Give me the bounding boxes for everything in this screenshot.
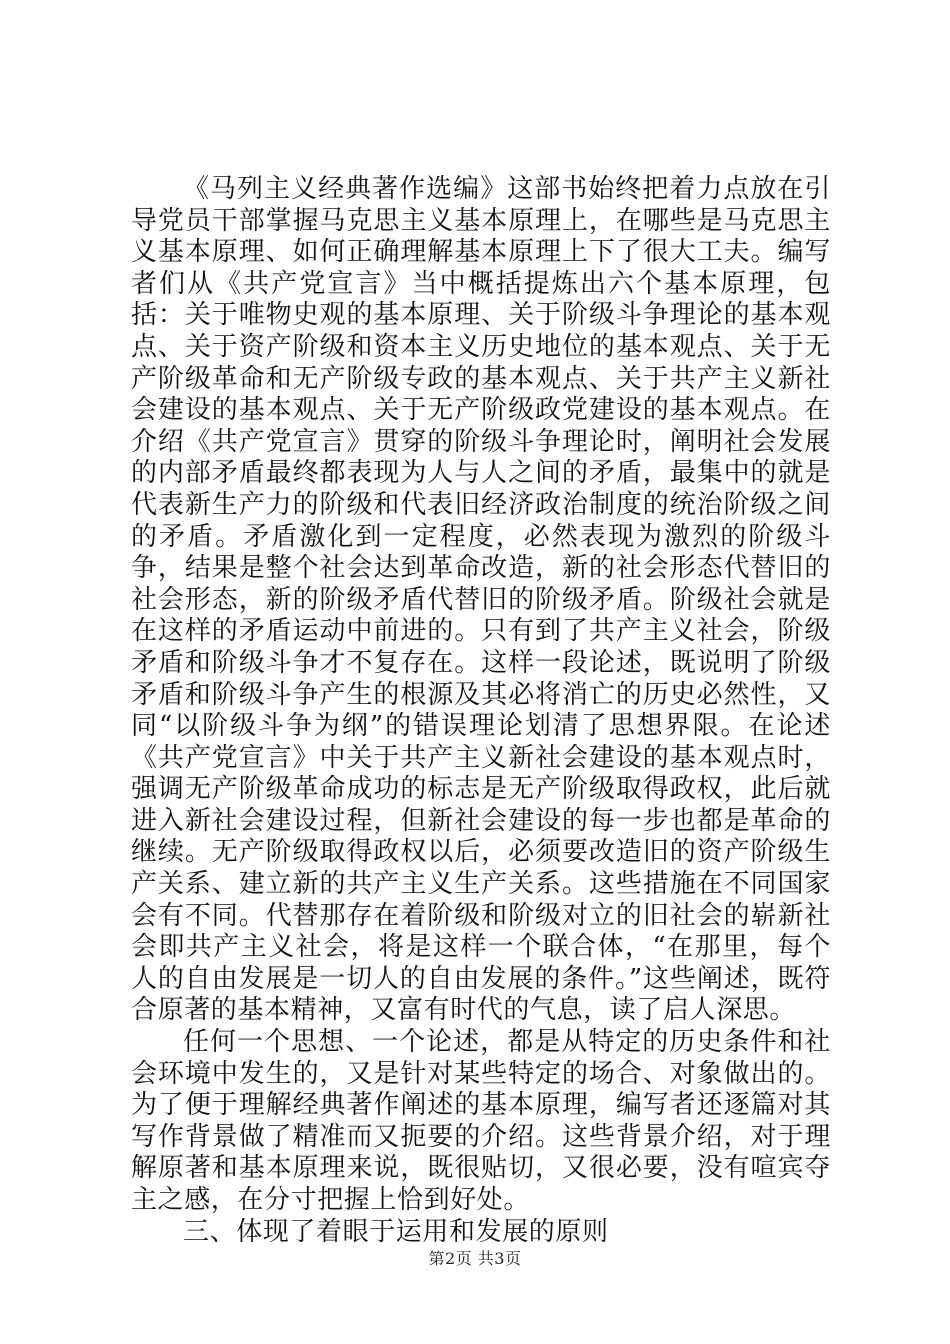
page-footer [0, 1246, 950, 1269]
section-heading: 三、体现了着眼于运用和发展的原则 [183, 1216, 609, 1247]
page-number: 第2页 共3页 [428, 1249, 522, 1268]
paragraph-1: 《马列主义经典著作选编》这部书始终把着力点放在引导党员干部掌握马克思主义基本原理上，在哪些是马克思主义基本原理、如何正确理解基本原理上下了很大工夫。编写者们从《共产党宣言》当中概括提炼出六个基本原理，包括：关于唯物史观的基本原理、关于阶级斗争理论的基本观点、关于资产阶级和资本主义历史地位的基本观点、关于无产阶级革命和无产阶级专政的基本观点、关于共产主义新社会建设的基本观点、关于无产阶级政党建设的基本观点。在介绍《共产党宣言》贯穿的阶级斗争理论时，阐明社会发展的内部矛盾最终都表现为人与人之间的矛盾，最集中的就是代表新生产力的阶级和代表旧经济政治制度的统治阶级之间的矛盾。矛盾激化到一定程度，必然表现为激烈的阶级斗争，结果是整个社会达到革命改造，新的社会形态代替旧的社会形态，新的阶级矛盾代替旧的阶级矛盾。阶级社会就是在这样的矛盾运动中前进的。只有到了共产主义社会，阶级矛盾和阶级斗争才不复存在。这样一段论述，既说明了阶级矛盾和阶级斗争产生的根源及其必将消亡的历史必然性，又同“以阶级斗争为纲”的错误理论划清了思想界限。在论述《共产党宣言》中关于共产主义新社会建设的基本观点时，强调无产阶级革命成功的标志是无产阶级取得政权，此后就进入新社会建设过程，但新社会建设的每一步也都是革命的继续。无产阶级取得政权以后，必须要改造旧的资产阶级生产关系、建立新的共产主义生产关系。这些措施在不同国家会有不同。代替那存在着阶级和阶级对立的旧社会的崭新社会即共产主义社会，将是这样一个联合体，“在那里，每个人的自由发展是一切人的自由发展的条件。”这些阐述，既符合原著的基本精神，又富有时代的气息，读了启人深思。 [131, 174, 831, 1026]
body-text [131, 174, 831, 1248]
paragraph-2: 任何一个思想、一个论述，都是从特定的历史条件和社会环境中发生的，又是针对某些特定的场合、对象做出的。为了便于理解经典著作阐述的基本原理，编写者还逐篇对其写作背景做了精准而又扼要的介绍。这些背景介绍，对于理解原著和基本原理来说，既很贴切，又很必要，没有喧宾夺主之感，在分寸把握上恰到好处。 [131, 1027, 831, 1215]
